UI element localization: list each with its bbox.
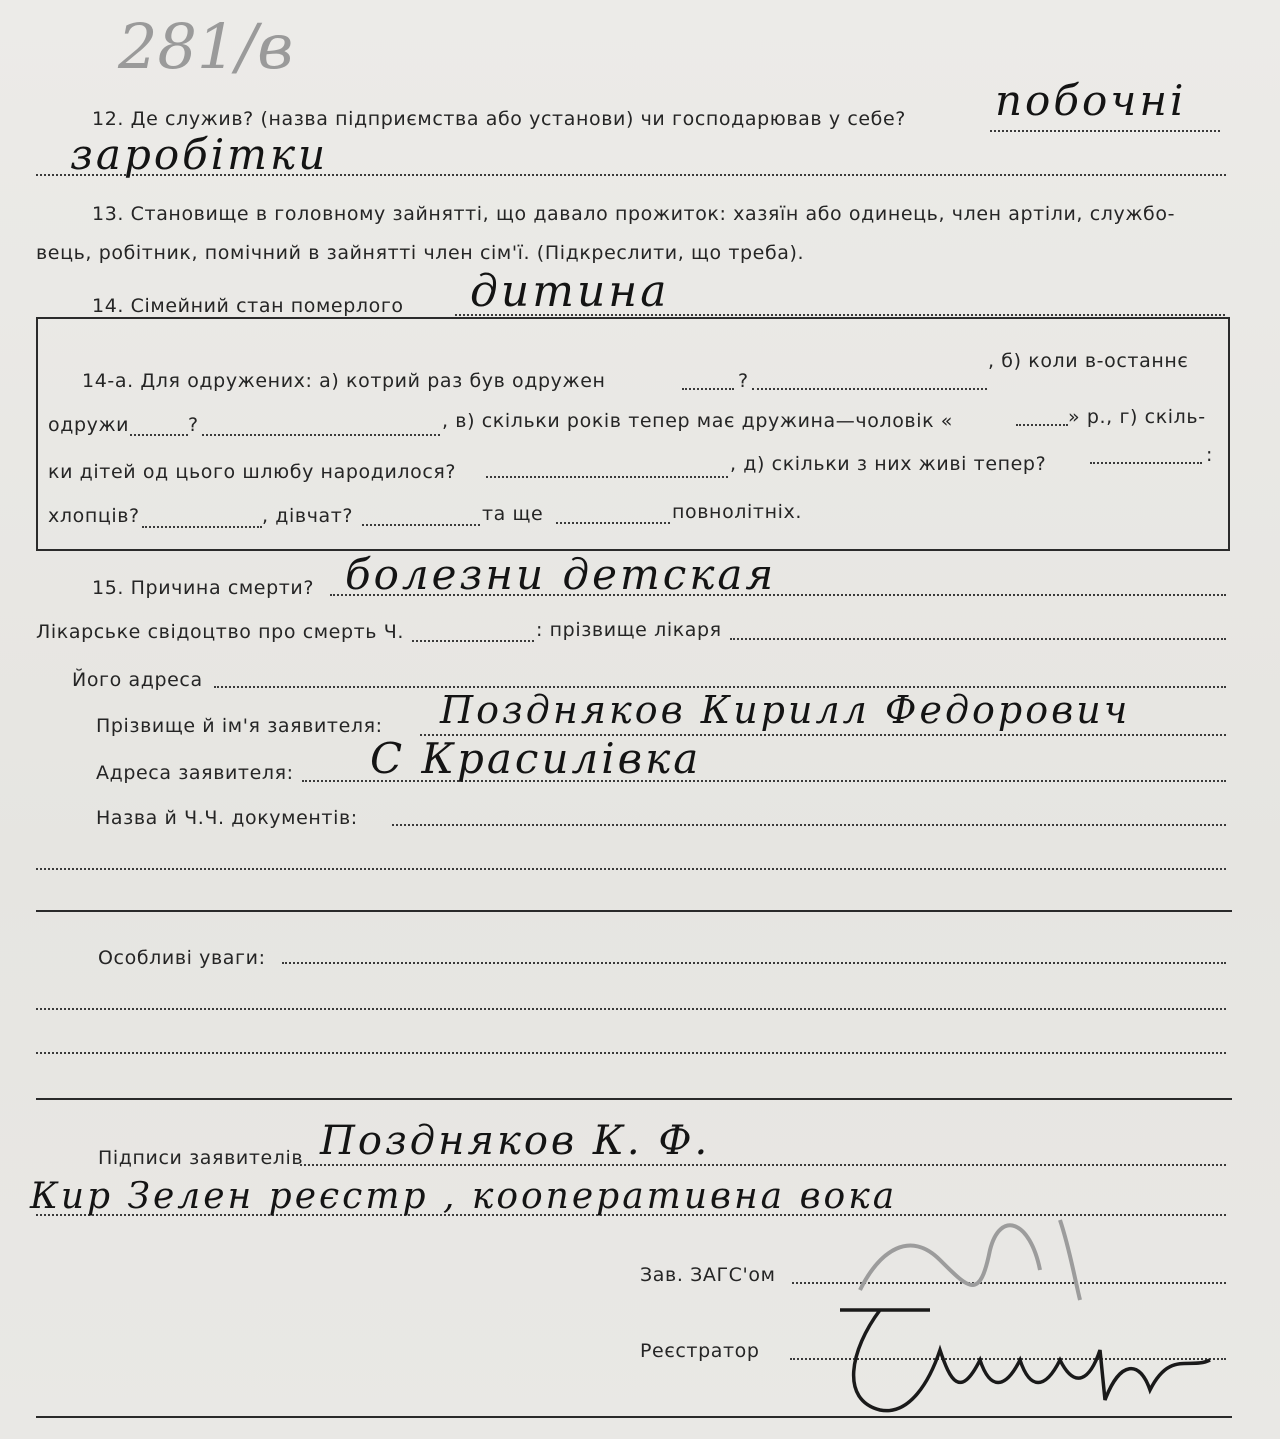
section-rule-2 [36, 1098, 1232, 1100]
q14a-field-girls [362, 524, 480, 526]
registrar-label: Реєстратор [640, 1340, 760, 1362]
q14a-field-adults [556, 522, 670, 524]
q12-answer-2: заробітки [70, 130, 329, 179]
doctor-certificate-label: Лікарське свідоцтво про смерть Ч. [36, 621, 404, 643]
doctor-name-field [730, 638, 1226, 640]
q14a-line-1b: , б) коли в-останнє [988, 350, 1189, 372]
q14a-field-times-2 [752, 388, 987, 390]
documents-field-2 [36, 868, 1226, 870]
q15-answer: болезни детская [345, 550, 777, 599]
q14a-field-last-married [130, 434, 188, 436]
head-zags-label: Зав. ЗАГС'ом [640, 1264, 776, 1286]
q13-line-1: 13. Становище в головному зайнятті, що давало прожиток: хазяїн або одинець, член артіли, службо- [92, 203, 1176, 225]
q14a-line-2c: » р., г) скіль- [1068, 406, 1206, 428]
q14a-field-boys [142, 526, 262, 528]
section-rule-1 [36, 910, 1232, 912]
signatures-label: Підписи заявителів [98, 1147, 304, 1169]
q14a-line-4c: та ще [482, 503, 544, 525]
archive-mark: 281/в [118, 10, 294, 83]
notes-field-2 [36, 1008, 1226, 1010]
q14a-field-times [682, 388, 734, 390]
q14a-field-spouse-age [1016, 424, 1068, 426]
q14a-line-4d: повнолітніх. [672, 501, 802, 523]
applicant-name-label: Прізвище й ім'я заявителя: [96, 715, 383, 737]
applicant-address-label: Адреса заявителя: [96, 762, 294, 784]
q14a-line-4a: хлопців? [48, 505, 140, 527]
q14a-line-2a: одружи [48, 414, 130, 436]
documents-label: Назва й Ч.Ч. документів: [96, 807, 358, 829]
registrar-ink-signature [820, 1290, 1220, 1430]
applicant-address-value: С Красилівка [370, 734, 702, 783]
q14a-q-mark-1: ? [738, 370, 749, 392]
signatures-line-1 [300, 1164, 1226, 1166]
q14a-line-3c: : [1206, 444, 1214, 466]
q14a-line-4b: , дівчат? [262, 505, 354, 527]
q14a-line-3a: ки дітей од цього шлюбу народилося? [48, 461, 457, 483]
q12-answer-line [990, 130, 1220, 132]
doctor-address-label: Його адреса [72, 669, 203, 691]
doctor-name-label: : прізвище лікаря [536, 619, 722, 641]
applicant-name-value: Поздняков Кирилл Федорович [440, 688, 1131, 732]
notes-field-3 [36, 1052, 1226, 1054]
q14-label: 14. Сімейний стан померлого [92, 295, 404, 317]
q14-answer: дитина [470, 266, 670, 317]
q14a-line-2b: , в) скільки років тепер має дружина—чоловік « [442, 410, 954, 432]
signature-applicant-2: Кир Зелен реєстр , кооперативна вока [30, 1176, 898, 1217]
q15-label: 15. Причина смерти? [92, 577, 315, 599]
q13-line-2: вець, робітник, помічний в зайнятті член сім'ї. (Підкреслити, що треба). [36, 242, 805, 264]
q14a-line-3b: , д) скільки з них живі тепер? [730, 453, 1047, 475]
documents-field [392, 824, 1226, 826]
q12-answer-1: побочні [995, 76, 1187, 125]
q12-label: 12. Де служив? (назва підприємства або установи) чи господарював у себе? [92, 108, 906, 130]
q14a-line-1a: 14-а. Для одружених: а) котрий раз був одружен [82, 370, 606, 392]
q14a-field-children-alive [1090, 462, 1202, 464]
q14a-field-last-married-2 [202, 434, 440, 436]
notes-label: Особливі уваги: [98, 947, 266, 969]
notes-field-1 [282, 962, 1226, 964]
q14a-q-mark-2: ? [188, 414, 199, 436]
doctor-certificate-number [412, 640, 534, 642]
signature-applicant-1: Поздняков К. Ф. [320, 1118, 711, 1164]
q14a-field-children-born [486, 476, 728, 478]
